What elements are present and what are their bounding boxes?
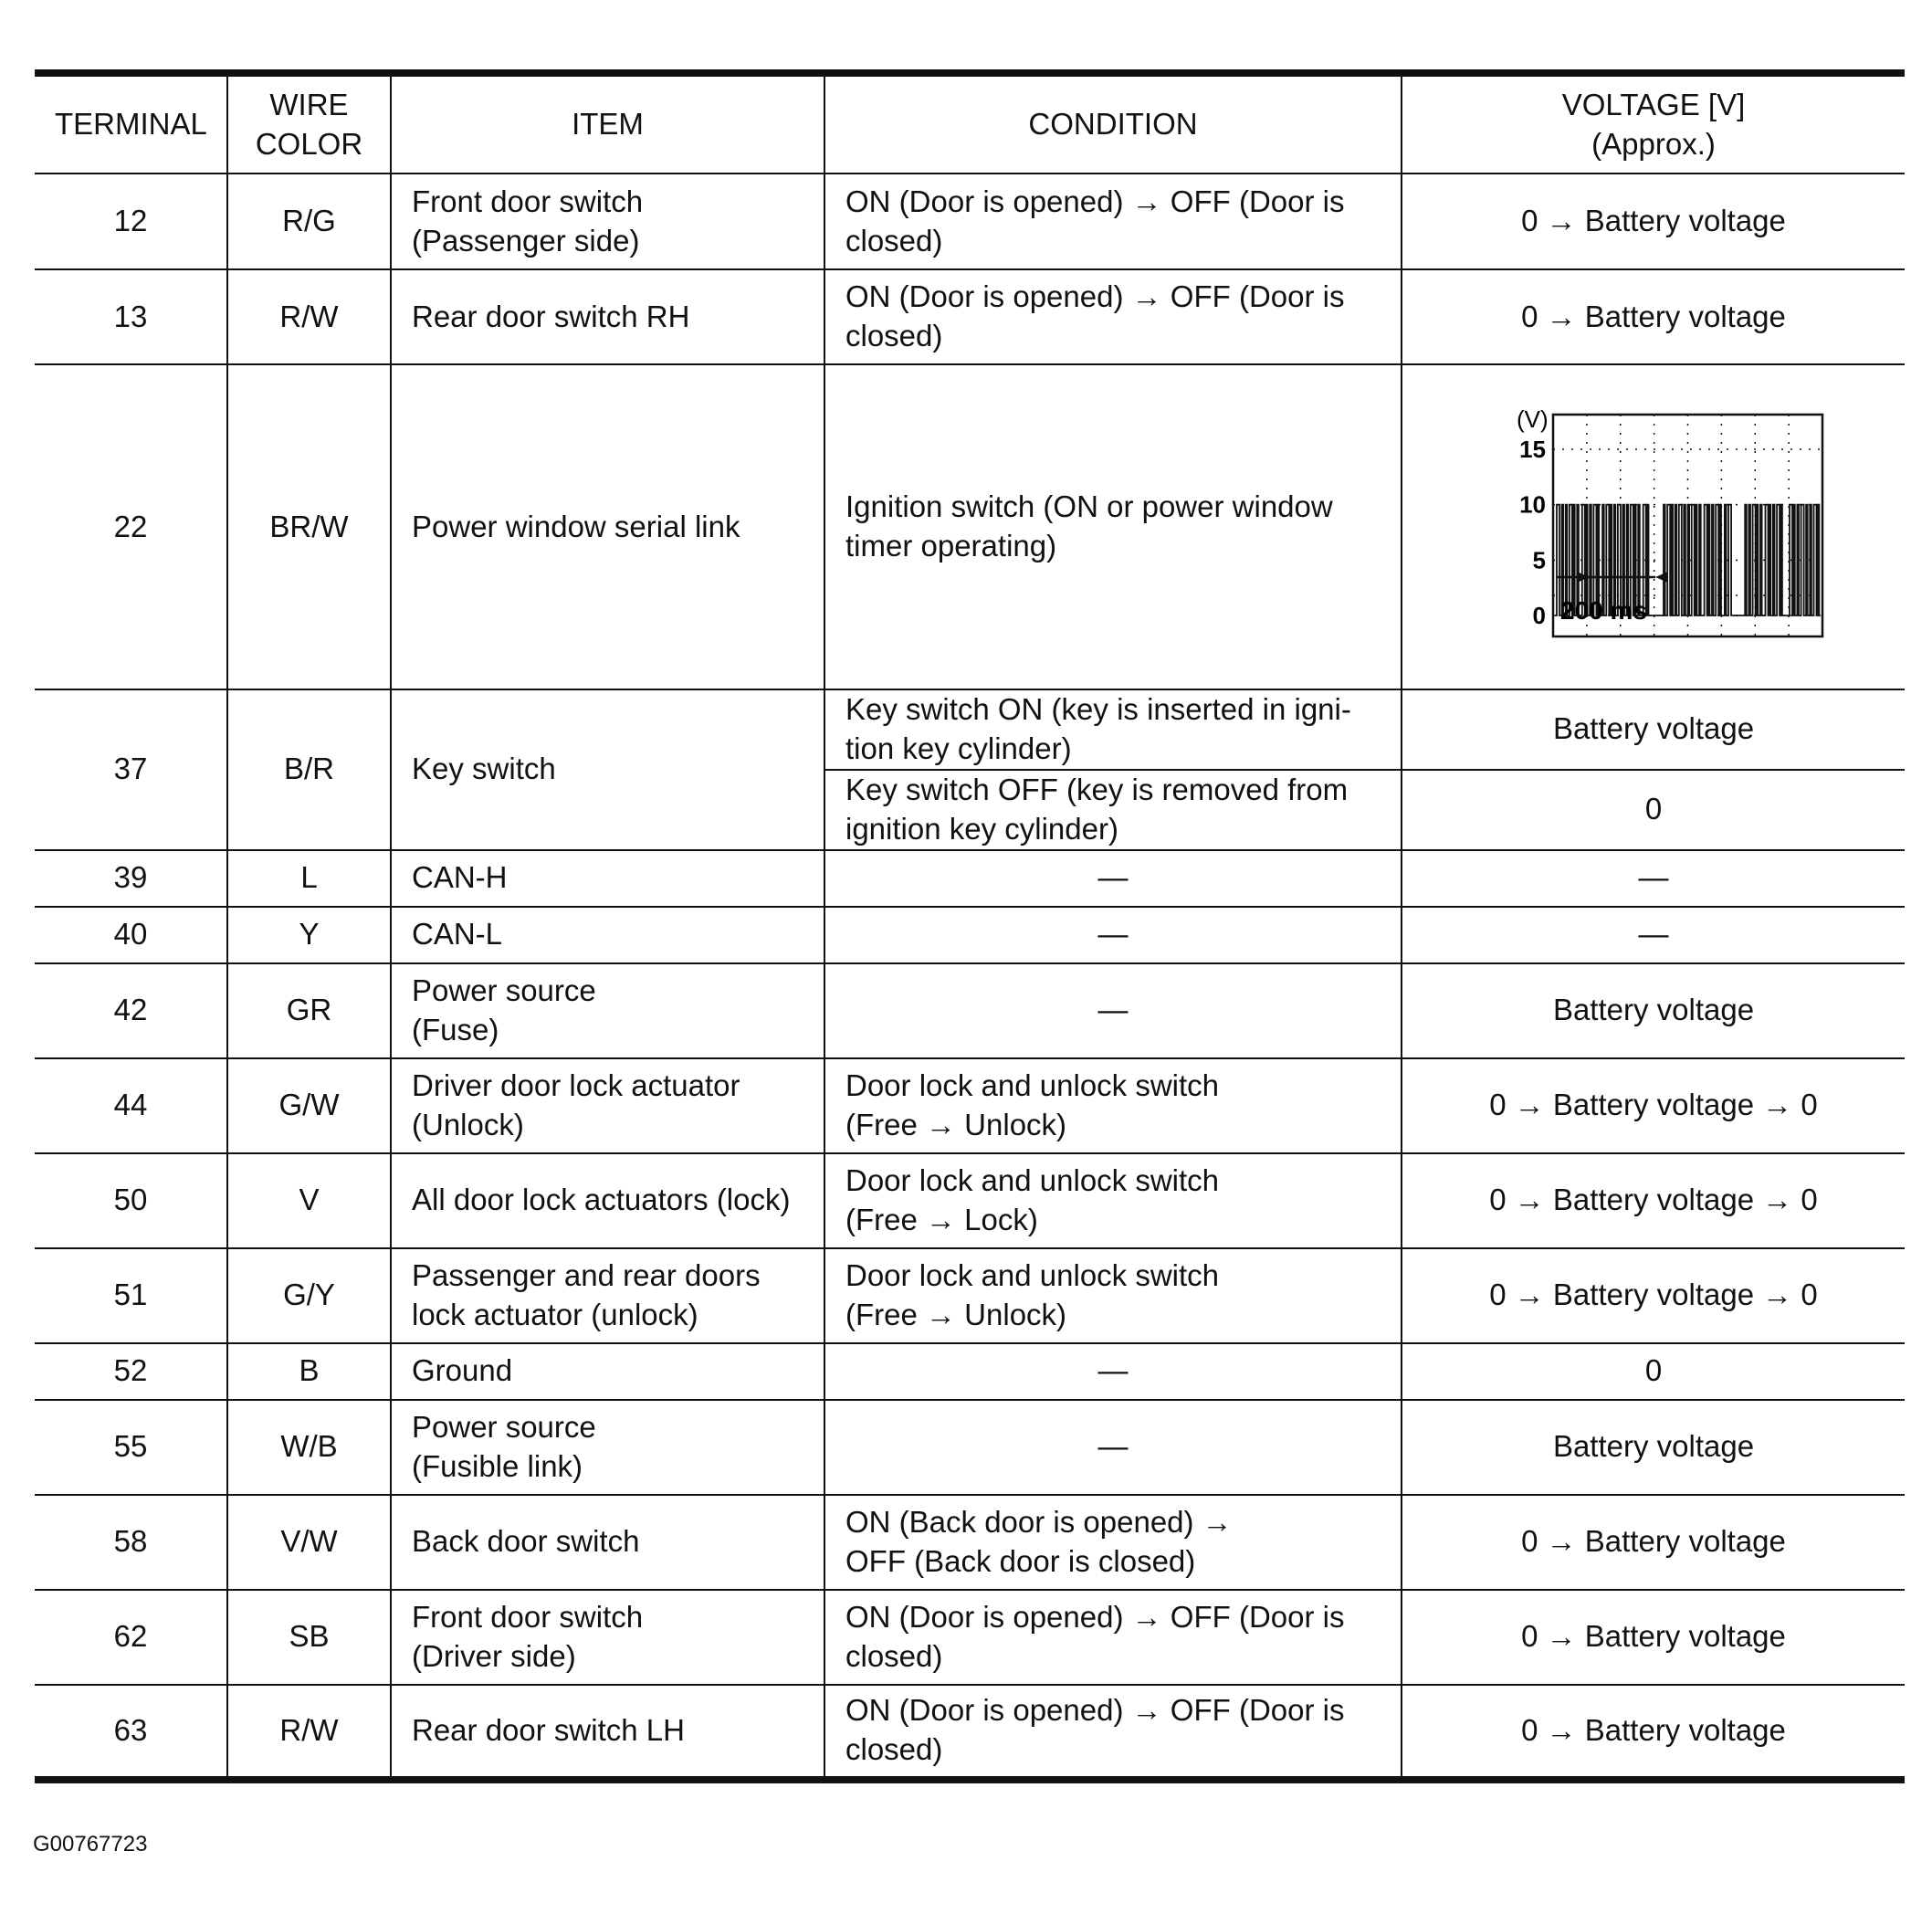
item-cell — [391, 364, 824, 689]
voltage-cell: 0 — [1402, 1343, 1905, 1400]
condition-cell — [824, 1343, 1402, 1400]
item-cell — [391, 1685, 824, 1780]
condition-line: — — [1097, 1353, 1129, 1388]
condition-line: (Free → Unlock) — [845, 1297, 1067, 1331]
terminal-cell: 42 — [35, 963, 227, 1058]
condition-line: ON (Door is opened) → OFF (Door is — [845, 279, 1345, 314]
voltage-cell: 0 → Battery voltage — [1402, 1685, 1905, 1780]
item-line: (Unlock) — [412, 1107, 524, 1141]
item-line: Back door switch — [412, 1524, 640, 1559]
voltage-cell: Battery voltage — [1402, 963, 1905, 1058]
condition-line: (Free → Lock) — [845, 1202, 1038, 1236]
item-cell — [391, 850, 824, 907]
condition-cell — [824, 963, 1402, 1058]
table-row — [35, 689, 1905, 770]
condition-line: — — [1097, 860, 1129, 895]
condition-cell — [824, 850, 1402, 907]
figure-code: G00767723 — [33, 1832, 148, 1856]
terminal-cell: 50 — [35, 1153, 227, 1248]
condition-cell — [824, 689, 1402, 770]
terminal-cell: 13 — [35, 269, 227, 364]
wire-color-cell: V — [227, 1153, 391, 1248]
voltage-cell: 0 → Battery voltage — [1402, 174, 1905, 269]
terminal-cell: 12 — [35, 174, 227, 269]
item-line: All door lock actuators (lock) — [412, 1183, 791, 1217]
condition-line: — — [1097, 917, 1129, 952]
condition-line: timer operating) — [845, 529, 1057, 563]
item-line: (Fuse) — [412, 1012, 499, 1046]
header-wire-color-line-2: COLOR — [255, 126, 363, 161]
table-row — [35, 1685, 1905, 1780]
item-cell — [391, 1248, 824, 1343]
header-wire-color — [227, 73, 391, 174]
voltage-cell: — — [1402, 850, 1905, 907]
item-cell — [391, 1153, 824, 1248]
waveform-y-tick-label: 0 — [1532, 602, 1546, 629]
wire-color-cell: BR/W — [227, 364, 391, 689]
voltage-cell: 0 → Battery voltage — [1402, 269, 1905, 364]
waveform-time-label: 200 ms — [1560, 596, 1647, 625]
item-line: (Driver side) — [412, 1638, 576, 1673]
wire-color-cell: GR — [227, 963, 391, 1058]
voltage-cell: 0 → Battery voltage — [1402, 1590, 1905, 1685]
item-line: Front door switch — [412, 1599, 644, 1634]
voltage-cell: 0 → Battery voltage — [1402, 1495, 1905, 1590]
header-voltage-line-1: VOLTAGE [V] — [1561, 87, 1746, 121]
terminal-cell: 37 — [35, 689, 227, 850]
wire-color-cell: B — [227, 1343, 391, 1400]
wire-color-cell: SB — [227, 1590, 391, 1685]
voltage-cell: 0 → Battery voltage → 0 — [1402, 1058, 1905, 1153]
item-line: Power source — [412, 1409, 596, 1444]
wire-color-cell: G/W — [227, 1058, 391, 1153]
condition-line: ON (Back door is opened) → — [845, 1504, 1233, 1539]
condition-cell — [824, 1153, 1402, 1248]
condition-line: Key switch ON (key is inserted in igni- — [845, 692, 1351, 726]
item-cell — [391, 174, 824, 269]
item-cell — [391, 1495, 824, 1590]
item-line: Power window serial link — [412, 509, 740, 543]
table-row — [35, 1590, 1905, 1685]
condition-cell — [824, 269, 1402, 364]
terminal-cell: 39 — [35, 850, 227, 907]
wire-color-cell: L — [227, 850, 391, 907]
table-row — [35, 1248, 1905, 1343]
item-line: Power source — [412, 973, 596, 1007]
item-line: (Passenger side) — [412, 223, 640, 258]
header-item: ITEM — [391, 73, 824, 174]
item-cell — [391, 907, 824, 963]
condition-cell — [824, 1495, 1402, 1590]
condition-line: tion key cylinder) — [845, 731, 1072, 765]
item-cell — [391, 1343, 824, 1400]
wire-color-cell: W/B — [227, 1400, 391, 1495]
condition-line: Door lock and unlock switch — [845, 1162, 1220, 1197]
condition-line: — — [1097, 993, 1129, 1027]
condition-line: — — [1097, 1429, 1129, 1464]
terminal-table-sheet — [35, 69, 1905, 1783]
terminal-cell: 40 — [35, 907, 227, 963]
waveform-y-tick-label: 5 — [1532, 546, 1546, 574]
item-line: (Fusible link) — [412, 1448, 583, 1483]
waveform-time-arrow-right — [1655, 572, 1668, 583]
table-row — [35, 174, 1905, 269]
condition-cell — [824, 1590, 1402, 1685]
condition-line: closed) — [845, 319, 943, 352]
item-line: Rear door switch LH — [412, 1712, 685, 1747]
item-line: Key switch — [412, 752, 556, 786]
item-line: Ground — [412, 1353, 513, 1388]
condition-cell — [824, 1248, 1402, 1343]
condition-cell — [824, 364, 1402, 689]
table-row — [35, 1058, 1905, 1153]
table-row — [35, 1495, 1905, 1590]
condition-cell — [824, 1400, 1402, 1495]
header-wire-color-line-1: WIRE — [269, 87, 349, 121]
item-line: lock actuator (unlock) — [412, 1297, 698, 1331]
condition-cell — [824, 770, 1402, 850]
terminal-table — [35, 69, 1905, 1783]
item-line: Driver door lock actuator — [412, 1067, 740, 1102]
table-row — [35, 907, 1905, 963]
table-row — [35, 963, 1905, 1058]
condition-cell — [824, 1058, 1402, 1153]
table-row — [35, 1343, 1905, 1400]
condition-line: closed) — [845, 1638, 943, 1673]
table-row — [35, 364, 1905, 689]
waveform-y-tick-label: 15 — [1519, 436, 1546, 463]
serial-link-waveform — [1471, 404, 1836, 650]
condition-line: Door lock and unlock switch — [845, 1067, 1220, 1102]
table-row — [35, 850, 1905, 907]
terminal-table-body — [35, 174, 1905, 1780]
waveform-y-tick-label: 10 — [1519, 490, 1546, 519]
item-line: Passenger and rear doors — [412, 1257, 761, 1292]
voltage-cell: 0 → Battery voltage → 0 — [1402, 1153, 1905, 1248]
terminal-cell: 55 — [35, 1400, 227, 1495]
waveform-unit-label: (V) — [1517, 405, 1549, 433]
wire-color-cell: R/W — [227, 1685, 391, 1780]
wire-color-cell: Y — [227, 907, 391, 963]
condition-line: Door lock and unlock switch — [845, 1257, 1220, 1292]
voltage-cell: Battery voltage — [1402, 689, 1905, 770]
terminal-cell: 22 — [35, 364, 227, 689]
terminal-cell: 51 — [35, 1248, 227, 1343]
item-line: CAN-L — [412, 917, 503, 952]
condition-line: OFF (Back door is closed) — [845, 1543, 1196, 1578]
item-cell — [391, 1058, 824, 1153]
condition-cell — [824, 1685, 1402, 1780]
condition-line: Key switch OFF (key is removed from — [845, 772, 1349, 806]
table-row — [35, 1153, 1905, 1248]
header-voltage-line-2: (Approx.) — [1591, 126, 1716, 161]
condition-line: ON (Door is opened) → OFF (Door is — [845, 1599, 1345, 1634]
voltage-cell: 0 → Battery voltage → 0 — [1402, 1248, 1905, 1343]
terminal-cell: 52 — [35, 1343, 227, 1400]
condition-line: closed) — [845, 1732, 943, 1767]
voltage-cell — [1402, 364, 1905, 689]
condition-line: closed) — [845, 223, 943, 258]
wire-color-cell: B/R — [227, 689, 391, 850]
terminal-cell: 58 — [35, 1495, 227, 1590]
item-cell — [391, 269, 824, 364]
item-line: CAN-H — [412, 860, 508, 895]
item-cell — [391, 1400, 824, 1495]
table-row — [35, 269, 1905, 364]
condition-line: ON (Door is opened) → OFF (Door is — [845, 184, 1345, 218]
voltage-cell: — — [1402, 907, 1905, 963]
condition-line: ON (Door is opened) → OFF (Door is — [845, 1693, 1345, 1728]
wire-color-cell: R/G — [227, 174, 391, 269]
header-row — [35, 73, 1905, 174]
condition-line: ignition key cylinder) — [845, 811, 1118, 846]
condition-cell — [824, 907, 1402, 963]
item-line: Rear door switch RH — [412, 299, 690, 333]
condition-cell — [824, 174, 1402, 269]
item-cell — [391, 1590, 824, 1685]
terminal-cell: 63 — [35, 1685, 227, 1780]
header-condition: CONDITION — [824, 73, 1402, 174]
voltage-cell: Battery voltage — [1402, 1400, 1905, 1495]
header-voltage — [1402, 73, 1905, 174]
wire-color-cell: V/W — [227, 1495, 391, 1590]
header-terminal: TERMINAL — [35, 73, 227, 174]
item-line: Front door switch — [412, 184, 644, 218]
wire-color-cell: G/Y — [227, 1248, 391, 1343]
voltage-cell: 0 — [1402, 770, 1905, 850]
terminal-cell: 44 — [35, 1058, 227, 1153]
terminal-cell: 62 — [35, 1590, 227, 1685]
wire-color-cell: R/W — [227, 269, 391, 364]
table-row — [35, 1400, 1905, 1495]
item-cell — [391, 963, 824, 1058]
condition-line: (Free → Unlock) — [845, 1107, 1067, 1141]
item-cell — [391, 689, 824, 850]
condition-line: Ignition switch (ON or power window — [845, 489, 1333, 524]
